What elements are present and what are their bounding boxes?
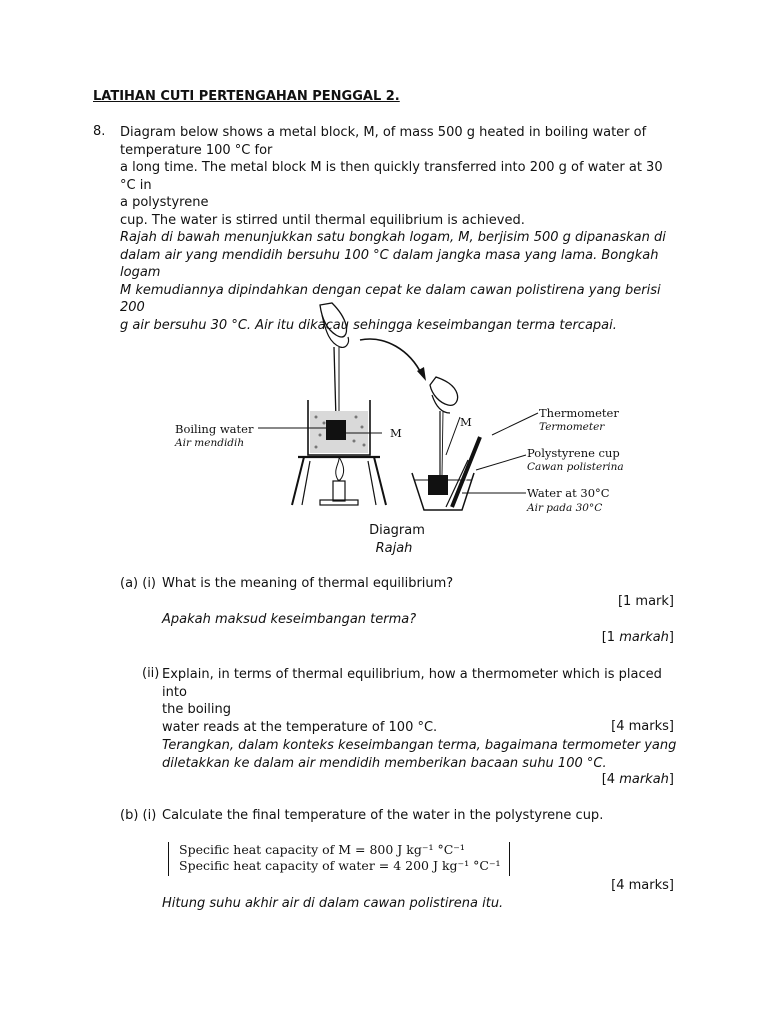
metal-block-right bbox=[428, 475, 448, 495]
part-a-question-2: Explain, in terms of thermal equilibrium, how a thermometer which is placed into the boiling water reads at the temperature of 100 °C. bbox=[162, 667, 662, 735]
part-a-mark-2-ms: [4 markah] bbox=[601, 772, 674, 787]
metal-block-left bbox=[326, 420, 346, 440]
stem-ms-line: dalam air yang mendidih bersuhu 100 °C dalam jangka masa yang lama. Bongkah logam bbox=[120, 247, 659, 280]
question-number: 8. bbox=[93, 124, 106, 139]
stem-en-line: temperature 100 °C for bbox=[120, 142, 273, 158]
part-b-mark-1: [4 marks] bbox=[611, 878, 674, 893]
given-data-box bbox=[168, 842, 510, 876]
label-polystyrene-cup: Polystyrene cup bbox=[527, 446, 620, 460]
stem-en-line: a long time. The metal block M is then quickly transferred into 200 g of water at 30 °C in bbox=[120, 160, 663, 193]
part-a-mark-2: [4 marks] bbox=[611, 719, 674, 734]
left-hand-icon bbox=[320, 303, 347, 337]
label-thermometer-ms: Termometer bbox=[539, 421, 605, 433]
label-boiling-water: Boiling water bbox=[175, 422, 254, 436]
part-a-question-1: What is the meaning of thermal equilibrium? bbox=[162, 576, 454, 591]
page-title: LATIHAN CUTI PERTENGAHAN PENGGAL 2. bbox=[93, 89, 400, 104]
part-a-mark-1: [1 mark] bbox=[617, 594, 674, 609]
diagram-caption: Diagram bbox=[369, 523, 425, 538]
part-a-label: (a) (i) bbox=[120, 576, 156, 591]
part-a-question-1-ms: Apakah maksud keseimbangan terma? bbox=[162, 612, 417, 627]
stem-ms-line: Rajah di bawah menunjukkan satu bongkah logam, M, berjisim 500 g dipanaskan di bbox=[120, 230, 666, 245]
part-b-question-1-ms: Hitung suhu akhir air di dalam cawan polistirena itu. bbox=[162, 896, 504, 911]
part-b-label: (b) (i) bbox=[120, 808, 157, 823]
part-b-question-1: Calculate the final temperature of the water in the polystyrene cup. bbox=[162, 808, 604, 823]
stem-ms-line: M kemudiannya dipindahkan dengan cepat ke dalam cawan polistirena yang berisi 200 bbox=[120, 282, 661, 315]
given-line-1: Specific heat capacity of M = 800 J kg⁻¹ °C⁻¹ bbox=[179, 842, 465, 857]
label-m-right: M bbox=[460, 415, 472, 429]
label-boiling-water-ms: Air mendidih bbox=[175, 437, 245, 449]
diagram-caption-ms: Rajah bbox=[375, 541, 413, 556]
stem-ms-line: g air bersuhu 30 °C. Air itu dikacau sehingga keseimbangan terma tercapai. bbox=[120, 317, 617, 333]
label-polystyrene-cup-ms: Cawan polisterina bbox=[527, 461, 624, 473]
part-a-mark-1-ms: [1 markah] bbox=[601, 630, 674, 645]
stem-en-line: cup. The water is stirred until thermal equilibrium is achieved. bbox=[120, 212, 525, 228]
stem-en-line: a polystyrene bbox=[120, 195, 209, 210]
part-a-ii-label: (ii) bbox=[142, 666, 160, 681]
part-a-question-2-ms: Terangkan, dalam konteks keseimbangan terma, bagaimana termometer yang diletakkan ke dalam air mendidih memberikan bacaan suhu 100 °C. bbox=[162, 738, 677, 771]
label-water-ms: Air pada 30°C bbox=[527, 502, 603, 514]
flame-icon bbox=[336, 457, 344, 480]
label-m-left: M bbox=[390, 426, 402, 440]
label-thermometer: Thermometer bbox=[539, 406, 619, 420]
label-water: Water at 30°C bbox=[527, 486, 610, 500]
given-line-2: Specific heat capacity of water = 4 200 J kg⁻¹ °C⁻¹ bbox=[179, 858, 501, 873]
stem-en-line: Diagram below shows a metal block, M, of mass 500 g heated in boiling water of bbox=[120, 125, 647, 140]
